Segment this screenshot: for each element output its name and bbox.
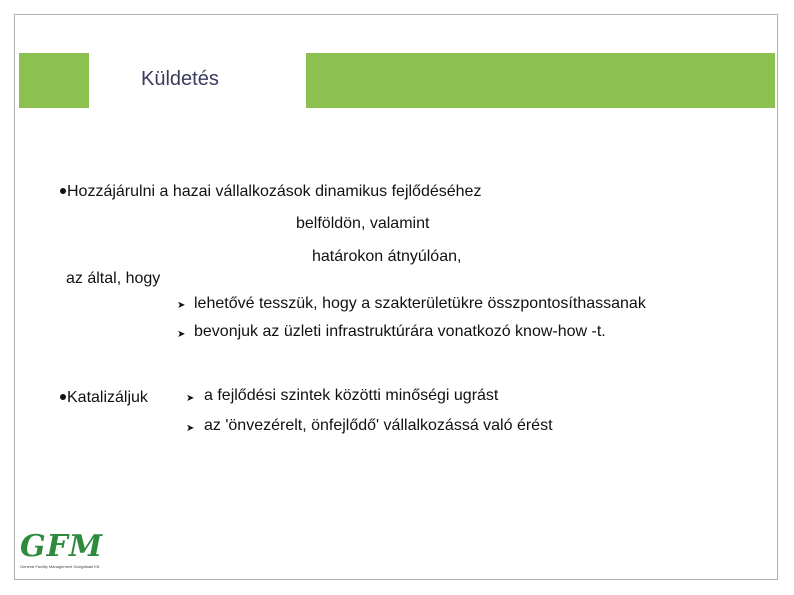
arrow-bullet-icon: ➤ bbox=[177, 329, 186, 340]
mission-main-item bbox=[60, 183, 481, 201]
mission-point-1: lehetővé tesszük, hogy a szakterületükre összpontosíthassanak bbox=[194, 295, 646, 312]
slide-title: Küldetés bbox=[141, 68, 219, 90]
catalyze-point-2: az 'önvezérelt, önfejlődő' vállalkozássá való érést bbox=[204, 417, 553, 434]
catalyze-item bbox=[60, 389, 148, 407]
arrow-bullet-icon: ➤ bbox=[186, 393, 195, 404]
bullet-dot-icon bbox=[60, 188, 66, 194]
arrow-bullet-icon: ➤ bbox=[177, 300, 186, 311]
gfm-logo bbox=[20, 529, 104, 569]
header-band-left bbox=[19, 53, 89, 108]
mission-point-2: bevonjuk az üzleti infrastruktúrára vonatkozó know-how -t. bbox=[194, 323, 606, 340]
header-band-right bbox=[306, 53, 775, 108]
mission-line3: határokon átnyúlóan, bbox=[312, 248, 462, 265]
mission-line2: belföldön, valamint bbox=[296, 215, 430, 232]
catalyze-label: Katalizáljuk bbox=[67, 389, 148, 406]
by-label: az által, hogy bbox=[66, 270, 161, 287]
catalyze-point-1: a fejlődési szintek közötti minőségi ugrást bbox=[204, 387, 499, 404]
mission-main-text: Hozzájárulni a hazai vállalkozások dinamikus fejlődéséhez bbox=[67, 183, 482, 200]
bullet-dot-icon bbox=[60, 394, 66, 400]
logo-text: GFM bbox=[20, 529, 104, 564]
arrow-bullet-icon: ➤ bbox=[186, 423, 195, 434]
logo-subtitle: General Facility Management Szolgáltató Kft. bbox=[20, 564, 101, 569]
